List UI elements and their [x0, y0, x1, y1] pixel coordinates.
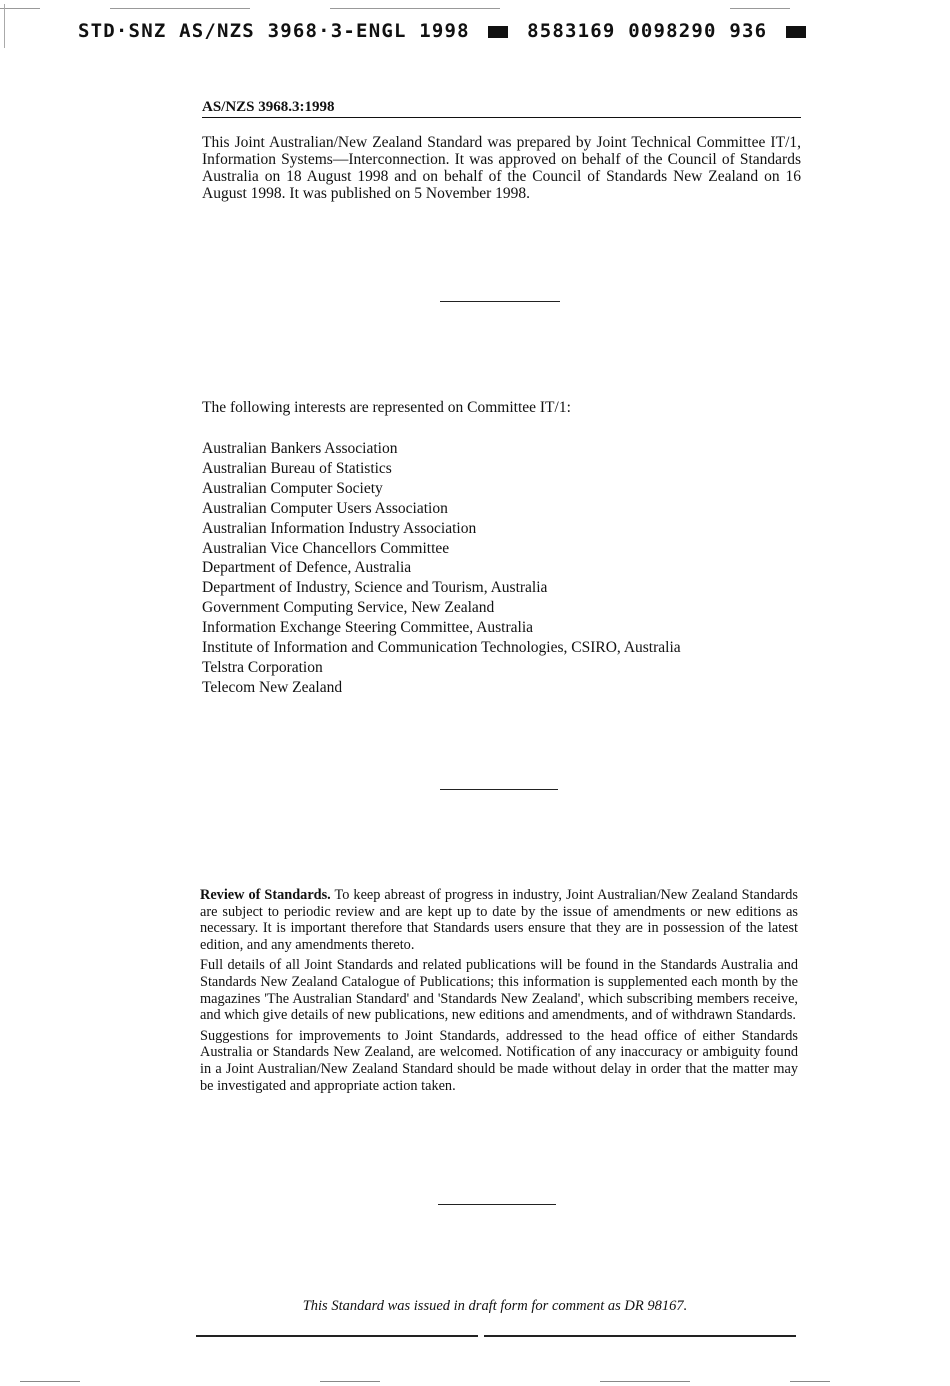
- draft-note: This Standard was issued in draft form for comment as DR 98167.: [302, 1298, 688, 1314]
- footer-rule: [196, 1335, 478, 1337]
- committee-heading: The following interests are represented on Committee IT/1:: [202, 399, 571, 416]
- scan-artifact-line: [0, 8, 40, 9]
- review-paragraph: [200, 887, 798, 953]
- scan-artifact-line: [790, 1381, 830, 1382]
- header-code: STD·SNZ AS/NZS 3968·3-ENGL 1998: [78, 20, 470, 42]
- review-text: To keep abreast of progress in industry, Joint Australian/New Zealand Standards are subject to periodic review and are kept up to date by the issue of amendments or new editions as necessary. It is important therefore that Standards users ensure that they are in possession of the latest edition, and any amendments thereto.: [200, 887, 798, 953]
- scan-artifact-margin: [4, 4, 5, 48]
- section-divider: [438, 1204, 556, 1205]
- document-header: [78, 20, 778, 46]
- list-item: Information Exchange Steering Committee, Australia: [202, 619, 534, 637]
- header-serial: 8583169 0098290 936: [527, 20, 768, 42]
- section-divider: [440, 301, 560, 302]
- header-block-mark: [786, 26, 806, 38]
- list-item: Australian Information Industry Association: [202, 519, 477, 537]
- list-item: Department of Industry, Science and Tourism, Australia: [202, 579, 548, 597]
- section-divider: [440, 789, 558, 790]
- scan-artifact-line: [110, 8, 250, 9]
- list-item: Government Computing Service, New Zealand: [202, 599, 495, 617]
- list-item: Australian Bankers Association: [202, 440, 398, 457]
- intro-paragraph: This Joint Australian/New Zealand Standard was prepared by Joint Technical Committee IT/1, Information Systems—Interconnection. It was approved on behalf of the Council of Standards Australia on 18 August 1998 and on behalf of the Council of Standards New Zealand on 16 August 1998. It was published on 5 November 1998.: [202, 134, 801, 202]
- scan-artifact-line: [730, 8, 790, 9]
- review-paragraph: Full details of all Joint Standards and related publications will be found in the Standards Australia and Standards New Zealand Catalogue of Publications; this information is supplemented each month by the magazines 'The Australian Standard' and 'Standards New Zealand', which subscribing members receive, and which give details of new publications, new editions and amendments, and of withdrawn Standards.: [200, 957, 798, 1024]
- review-section: [200, 887, 798, 1098]
- document-id: AS/NZS 3968.3:1998: [202, 99, 801, 118]
- scan-artifact-line: [600, 1381, 690, 1382]
- scan-artifact-line: [20, 1381, 80, 1382]
- scan-artifact-line: [330, 8, 500, 9]
- header-block-mark: [488, 26, 508, 38]
- list-item: Australian Bureau of Statistics: [202, 459, 392, 477]
- list-item: Telstra Corporation: [202, 658, 323, 676]
- review-title: Review of Standards.: [200, 887, 331, 903]
- scan-artifact-line: [320, 1381, 380, 1382]
- committee-member-list: [202, 439, 681, 698]
- list-item: Australian Computer Users Association: [202, 499, 448, 517]
- list-item: Institute of Information and Communication Technologies, CSIRO, Australia: [202, 639, 681, 657]
- review-paragraph: Suggestions for improvements to Joint Standards, addressed to the head office of either Standards Australia or Standards New Zealand, are welcomed. Notification of any inaccuracy or ambiguity found in a Joint Australian/New Zealand Standard should be made without delay in order that the matter may be investigated and appropriate action taken.: [200, 1027, 798, 1094]
- footer-rule: [484, 1335, 796, 1337]
- list-item: Department of Defence, Australia: [202, 559, 412, 577]
- list-item: Telecom New Zealand: [202, 678, 343, 696]
- list-item: Australian Computer Society: [202, 479, 383, 497]
- list-item: Australian Vice Chancellors Committee: [202, 539, 450, 557]
